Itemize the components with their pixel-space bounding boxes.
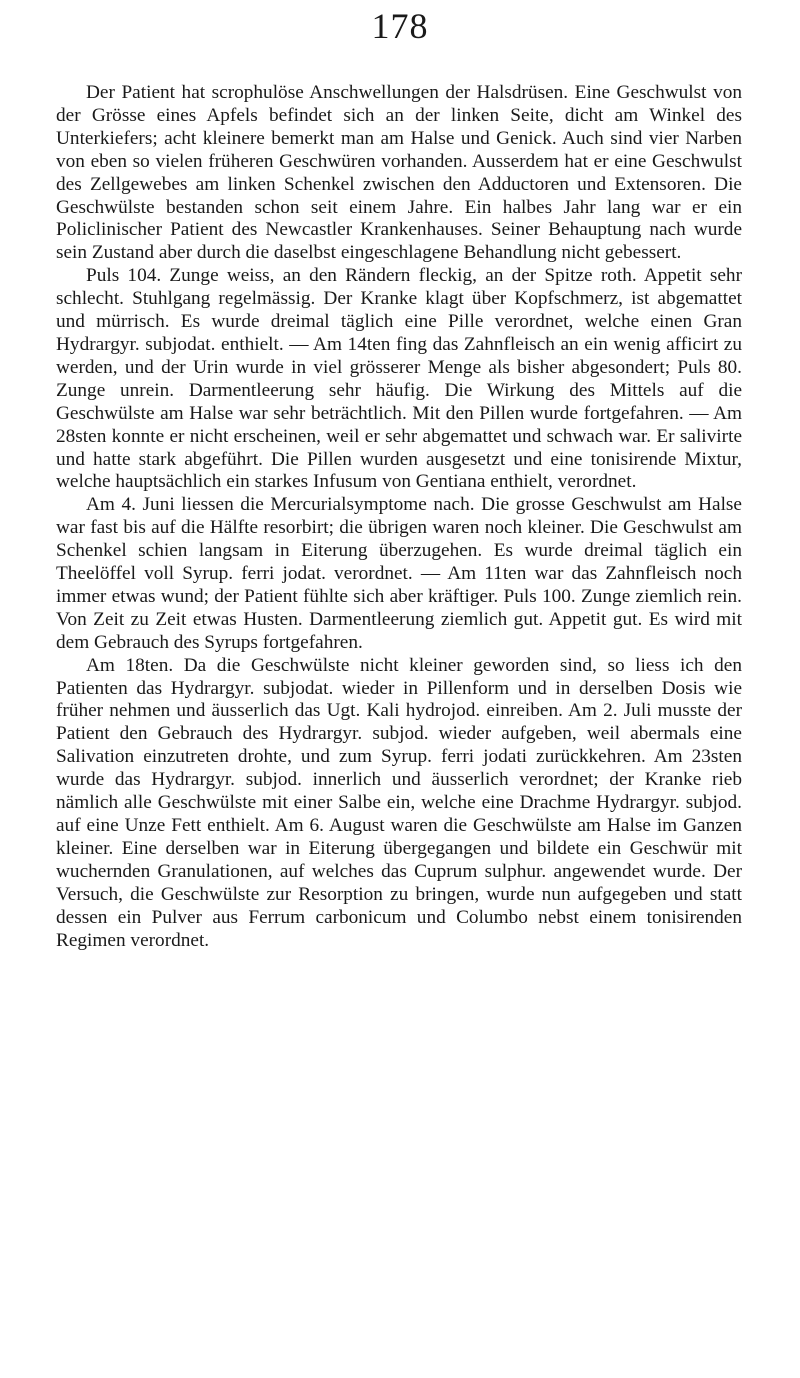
paragraph: Am 4. Juni liessen die Mercurialsymptome nach. Die grosse Geschwulst am Halse war fast bis auf die Hälfte resorbirt; die übrigen waren noch kleiner. Die Geschwulst am Schenkel schien langsam in Eiterung überzugehen. Es wurde dreimal täglich ein Theelöffel voll Syrup. ferri jodat. verordnet. — Am 11ten war das Zahnfleisch noch immer etwas wund; der Patient fühlte sich aber kräftiger. Puls 100. Zunge ziemlich rein. Von Zeit zu Zeit etwas Husten. Darmentleerung ziemlich gut. Appetit gut. Es wird mit dem Gebrauch des Syrups fortgefahren.: [56, 494, 742, 653]
paragraph: Am 18ten. Da die Geschwülste nicht kleiner geworden sind, so liess ich den Patienten das Hydrargyr. subjodat. wieder in Pillenform und in derselben Dosis wie früher nehmen und äusserlich das Ugt. Kali hydrojod. einreiben. Am 2. Juli musste der Patient den Gebrauch des Hydrargyr. subjod. wieder aufgeben, weil abermals eine Salivation einzutreten drohte, und zum Syrup. ferri jodati zurückkehren. Am 23sten wurde das Hydrargyr. subjod. innerlich und äusserlich verordnet; der Kranke rieb nämlich alle Geschwülste mit einer Salbe ein, welche eine Drachme Hydrargyr. subjod. auf eine Unze Fett enthielt. Am 6. August waren die Geschwülste am Halse im Ganzen kleiner. Eine derselben war in Eiterung übergegangen und bildete ein Geschwür mit wuchernden Granulationen, auf welches das Cuprum sulphur. angewendet wurde. Der Versuch, die Geschwülste zur Resorption zu bringen, wurde nun aufgegeben und statt dessen ein Pulver aus Ferrum carbonicum und Columbo nebst einem tonisirenden Regimen verordnet.: [56, 654, 742, 951]
paragraph: Puls 104. Zunge weiss, an den Rändern fleckig, an der Spitze roth. Appetit sehr schlecht. Stuhlgang regelmässig. Der Kranke klagt über Kopfschmerz, ist abgemattet und mürrisch. Es wurde dreimal täglich eine Pille verordnet, welche einen Gran Hydrargyr. subjodat. enthielt. — Am 14ten fing das Zahnfleisch an ein wenig afficirt zu werden, und der Urin wurde in viel grösserer Menge als bisher abgesondert; Puls 80. Zunge unrein. Darmentleerung sehr häufig. Die Wirkung des Mittels auf die Geschwülste am Halse war sehr beträchtlich. Mit den Pillen wurde fortgefahren. — Am 28sten konnte er nicht erscheinen, weil er sehr abgemattet und schwach war. Er salivirte und hatte stark abgeführt. Die Pillen wurden ausgesetzt und eine tonisirende Mixtur, welche hauptsächlich ein starkes Infusum von Gentiana enthielt, verordnet.: [56, 265, 742, 493]
paragraph: Der Patient hat scrophulöse Anschwellungen der Halsdrüsen. Eine Geschwulst von der Grösse eines Apfels befindet sich an der linken Seite, dicht am Winkel des Unterkiefers; acht kleinere bemerkt man am Halse und Genick. Auch sind vier Narben von eben so vielen früheren Geschwüren vorhanden. Ausserdem hat er eine Geschwulst des Zellgewebes am linken Schenkel zwischen den Adductoren und Extensoren. Die Geschwülste bestanden schon seit einem Jahre. Ein halbes Jahr lang war er ein Policlinischer Patient des Newcastler Krankenhauses. Seiner Behauptung nach wurde sein Zustand aber durch die daselbst eingeschlagene Behandlung nicht gebessert.: [56, 82, 742, 264]
body-text: [56, 82, 742, 952]
page-number: 178: [371, 6, 429, 46]
